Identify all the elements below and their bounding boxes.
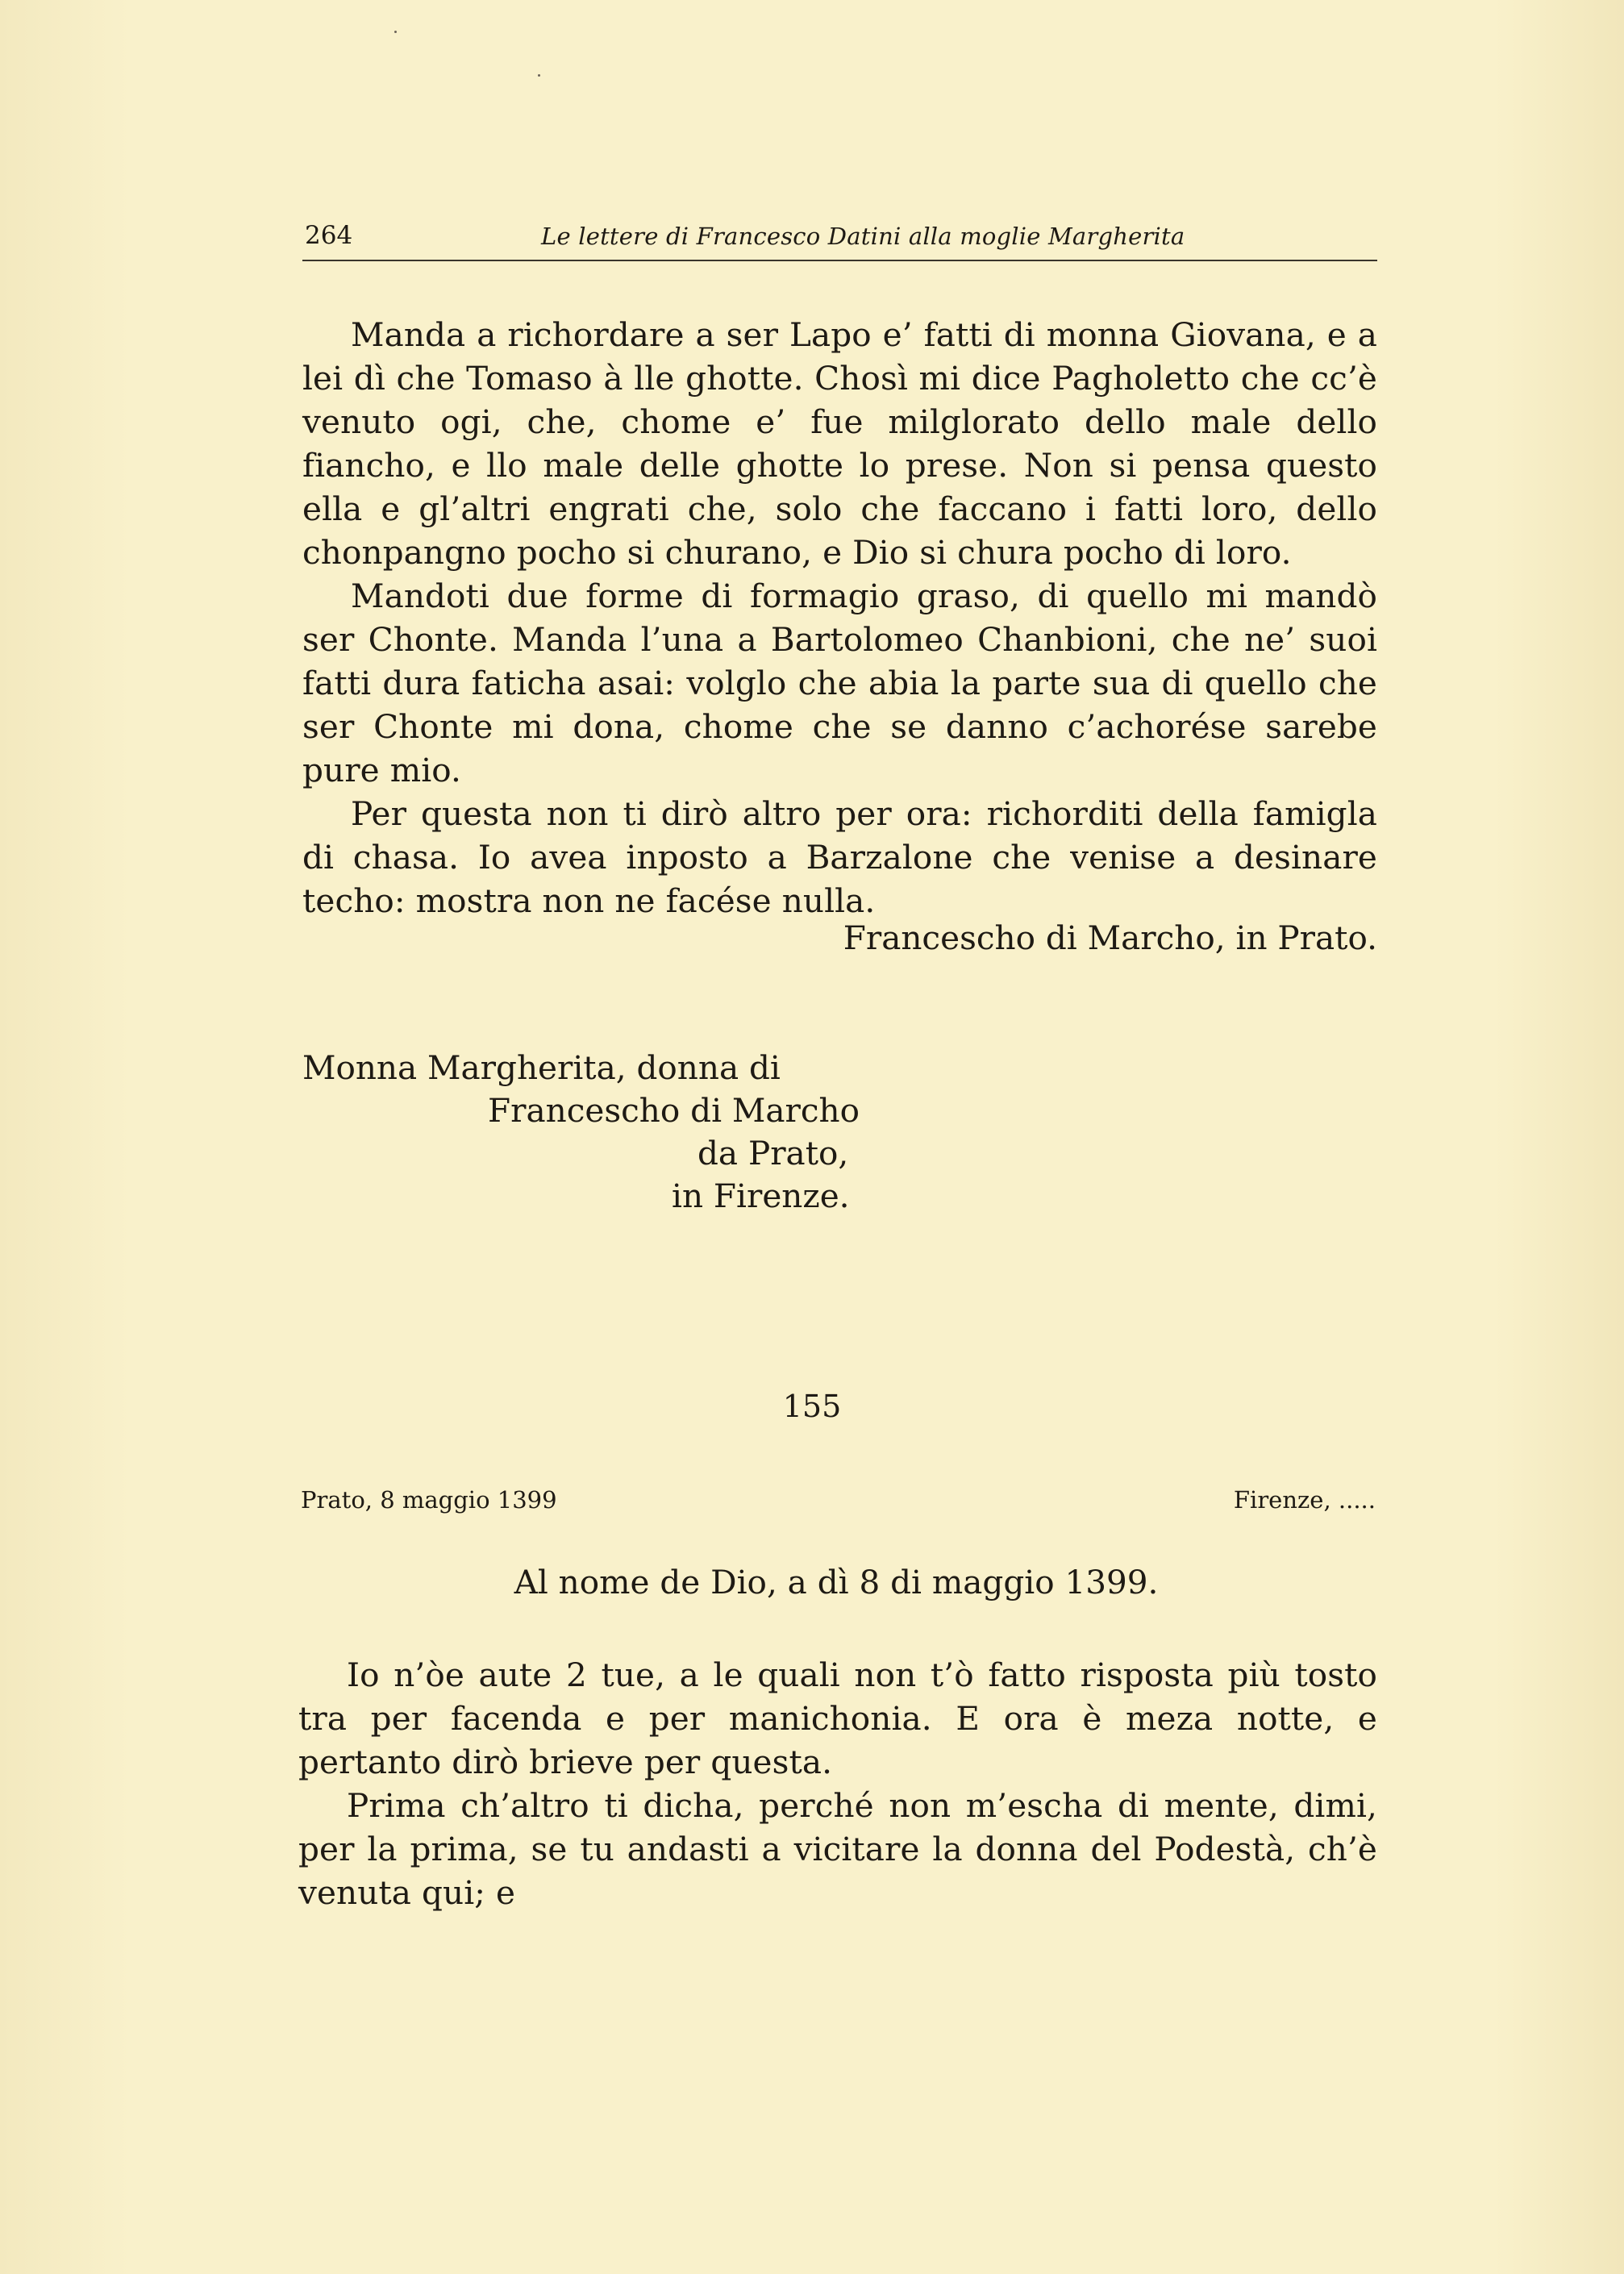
paragraph: Per questa non ti dirò altro per ora: richorditi della famigla di chasa. Io avea inposto a Barzalone che venise a desinare techo: mostra non ne facése nulla. [302,794,1377,920]
letter-invocation: Al nome de Dio, a dì 8 di maggio 1399. [514,1563,1159,1601]
letter-destination: Firenze, ..... [1233,1486,1376,1514]
paper-speck [394,31,397,33]
letter-signature: Francescho di Marcho, in Prato. [843,918,1377,957]
paragraph: Mandoti due forme di formagio graso, di quello mi mandò ser Chonte. Manda l’una a Bartolomeo Chanbioni, che ne’ suoi fatti dura faticha asai: volglo che abia la parte sua di quello che ser Chonte mi dona, chome che se danno c’achorése sarebe pure mio. [302,577,1377,789]
paper-speck [538,74,540,77]
page-number: 264 [305,221,353,250]
paragraph: Manda a richordare a ser Lapo e’ fatti di monna Giovana, e a lei dì che Tomaso à lle ghotte. Chosì mi dice Pagholetto che cc’è venuto ogi, che, chome e’ fue milglorato dello male dello fiancho, e llo male delle ghotte lo prese. Non si pensa questo ella e gl’altri engrati che, solo che faccano i fatti loro, dello chonpangno pocho si churano, e Dio si chura pocho di loro. [302,315,1377,572]
address-line: da Prato, [697,1134,849,1172]
address-line: in Firenze. [672,1177,850,1215]
address-line: Monna Margherita, donna di [302,1048,781,1087]
letter-154-body [302,313,1377,923]
letter-number: 155 [782,1389,842,1424]
address-line: Francescho di Marcho [488,1091,860,1130]
paragraph: Prima ch’altro ti dicha, perché non m’escha di mente, dimi, per la prima, se tu andasti a vicitare la donna del Podestà, ch’è venuta qui; e [298,1786,1377,1912]
letter-place-date: Prato, 8 maggio 1399 [301,1486,557,1514]
letter-address [302,1047,860,1218]
running-title: Le lettere di Francesco Datini alla moglie Margherita [541,223,1185,250]
page-header [302,211,1377,261]
paragraph: Io n’òe aute 2 tue, a le quali non t’ò fatto risposta più tosto tra per facenda e per manichonia. E ora è meza notte, e pertanto dirò brieve per questa. [298,1656,1377,1781]
letter-155-body [298,1653,1377,1914]
